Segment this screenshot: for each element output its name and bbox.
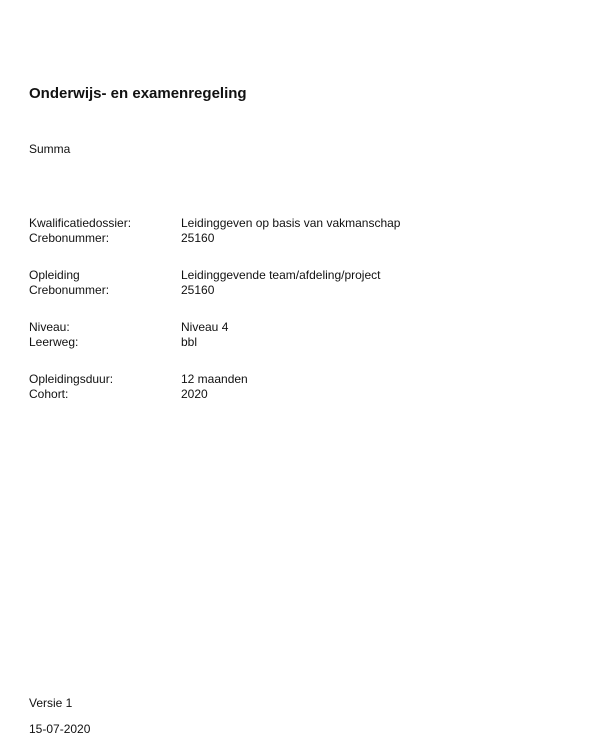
details-label: Crebonummer:	[29, 283, 110, 297]
details-group-duration	[29, 372, 449, 402]
details-value: 2020	[181, 387, 208, 401]
details-block	[29, 216, 449, 424]
details-row	[29, 320, 449, 335]
document-version: Versie 1	[29, 696, 73, 710]
details-row	[29, 268, 449, 283]
details-row	[29, 231, 449, 246]
details-label: Kwalificatiedossier:	[29, 216, 132, 230]
details-group-level	[29, 320, 449, 350]
details-value: 12 maanden	[181, 372, 248, 386]
details-label: Crebonummer:	[29, 231, 110, 245]
details-row	[29, 387, 449, 402]
document-date: 15-07-2020	[29, 722, 91, 736]
details-group-education	[29, 268, 449, 298]
details-value: 25160	[181, 231, 215, 245]
details-label: Opleiding	[29, 268, 80, 282]
details-label: Opleidingsduur:	[29, 372, 114, 386]
school-name: Summa	[29, 142, 71, 156]
details-row	[29, 335, 449, 350]
details-row	[29, 372, 449, 387]
details-value: Leidinggevende team/afdeling/project	[181, 268, 381, 282]
details-value: Leidinggeven op basis van vakmanschap	[181, 216, 401, 230]
details-row	[29, 283, 449, 298]
details-value: bbl	[181, 335, 198, 349]
details-value: Niveau 4	[181, 320, 229, 334]
details-row	[29, 216, 449, 231]
document-title: Onderwijs- en examenregeling	[29, 85, 247, 102]
details-value: 25160	[181, 283, 215, 297]
details-label: Niveau:	[29, 320, 70, 334]
details-label: Cohort:	[29, 387, 69, 401]
details-group-qualification	[29, 216, 449, 246]
details-label: Leerweg:	[29, 335, 79, 349]
